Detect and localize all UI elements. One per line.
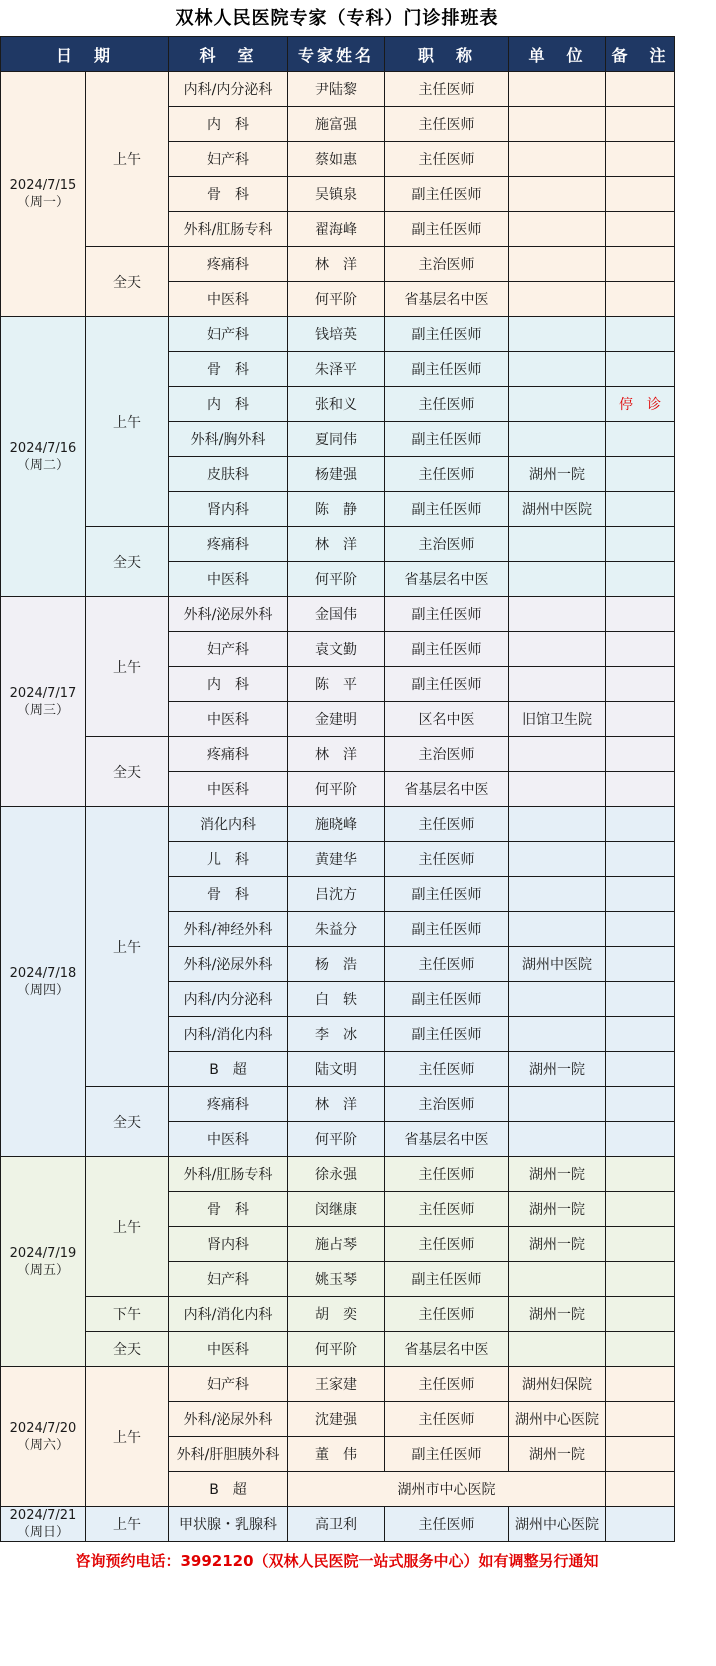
- header-dept: 科 室: [169, 37, 288, 72]
- expert-name-cell: 陈 静: [288, 492, 385, 527]
- expert-name-cell: 白 轶: [288, 982, 385, 1017]
- unit-cell: [509, 527, 606, 562]
- expert-name-cell: 吴镇泉: [288, 177, 385, 212]
- dept-cell: 骨 科: [169, 352, 288, 387]
- note-cell: [606, 1087, 675, 1122]
- period-cell: 上午: [86, 1367, 169, 1507]
- dept-cell: 外科/泌尿外科: [169, 947, 288, 982]
- title-cell: 主任医师: [385, 387, 509, 422]
- note-cell: [606, 877, 675, 912]
- weekday-value: （周四）: [16, 982, 69, 998]
- date-value: 2024/7/15: [9, 178, 77, 193]
- unit-cell: [509, 632, 606, 667]
- unit-cell: [509, 737, 606, 772]
- unit-cell: [509, 317, 606, 352]
- expert-name-cell: 钱培英: [288, 317, 385, 352]
- title-cell: 副主任医师: [385, 912, 509, 947]
- date-value: 2024/7/19: [9, 1245, 77, 1261]
- dept-cell: 骨 科: [169, 1192, 288, 1227]
- note-cell: 停 诊: [606, 387, 675, 422]
- table-row: [1, 1087, 675, 1122]
- note-cell: [606, 667, 675, 702]
- title-cell: 副主任医师: [385, 212, 509, 247]
- title-cell: 主治医师: [385, 737, 509, 772]
- title-cell: 副主任医师: [385, 177, 509, 212]
- expert-name-cell: 林 洋: [288, 527, 385, 562]
- title-cell: 主治医师: [385, 247, 509, 282]
- note-cell: [606, 457, 675, 492]
- dept-cell: 内 科: [169, 387, 288, 422]
- expert-name-cell: 翟海峰: [288, 212, 385, 247]
- note-cell: [606, 807, 675, 842]
- expert-name-cell: 金建明: [288, 702, 385, 737]
- dept-cell: 疼痛科: [169, 527, 288, 562]
- unit-cell: [509, 842, 606, 877]
- dept-cell: 妇产科: [169, 632, 288, 667]
- period-cell: 全天: [86, 247, 169, 317]
- note-cell: [606, 982, 675, 1017]
- note-cell: [606, 842, 675, 877]
- note-cell: [606, 317, 675, 352]
- expert-name-cell: 朱益分: [288, 912, 385, 947]
- title-cell: 主任医师: [385, 107, 509, 142]
- title-cell: 副主任医师: [385, 1017, 509, 1052]
- unit-cell: [509, 562, 606, 597]
- title-cell: 主任医师: [385, 1192, 509, 1227]
- date-cell: [1, 1367, 86, 1507]
- title-cell: 副主任医师: [385, 877, 509, 912]
- note-cell: [606, 1192, 675, 1227]
- expert-name-cell: 何平阶: [288, 772, 385, 807]
- unit-cell: 湖州一院: [509, 1297, 606, 1332]
- title-cell: 副主任医师: [385, 597, 509, 632]
- period-cell: 全天: [86, 737, 169, 807]
- expert-name-cell: 姚玉琴: [288, 1262, 385, 1297]
- table-row: [1, 527, 675, 562]
- title-cell: 主任医师: [385, 72, 509, 107]
- expert-name-cell: 蔡如惠: [288, 142, 385, 177]
- title-cell: 副主任医师: [385, 1262, 509, 1297]
- header-title: 职 称: [385, 37, 509, 72]
- note-cell: [606, 1157, 675, 1192]
- table-row: [1, 72, 675, 107]
- title-cell: 副主任医师: [385, 667, 509, 702]
- dept-cell: 骨 科: [169, 177, 288, 212]
- title-cell: 主任医师: [385, 1367, 509, 1402]
- expert-name-cell: 施占琴: [288, 1227, 385, 1262]
- note-cell: [606, 597, 675, 632]
- dept-cell: 甲状腺・乳腺科: [169, 1507, 288, 1542]
- date-cell: [1, 597, 86, 807]
- title-cell: 省基层名中医: [385, 282, 509, 317]
- unit-cell: 湖州一院: [509, 1227, 606, 1262]
- date-cell: [1, 317, 86, 597]
- unit-cell: 湖州中心医院: [509, 1402, 606, 1437]
- dept-cell: B 超: [169, 1052, 288, 1087]
- dept-cell: 肾内科: [169, 492, 288, 527]
- date-cell: [1, 72, 86, 317]
- unit-cell: [509, 912, 606, 947]
- unit-cell: 湖州一院: [509, 1192, 606, 1227]
- title-cell: 主治医师: [385, 1087, 509, 1122]
- note-cell: [606, 1367, 675, 1402]
- header-row: [1, 37, 675, 72]
- expert-name-cell: 杨建强: [288, 457, 385, 492]
- unit-cell: 旧馆卫生院: [509, 702, 606, 737]
- unit-cell: [509, 877, 606, 912]
- expert-name-cell: 陆文明: [288, 1052, 385, 1087]
- period-cell: 上午: [86, 1507, 169, 1542]
- table-row: [1, 1157, 675, 1192]
- unit-cell: [509, 142, 606, 177]
- note-cell: [606, 1437, 675, 1472]
- expert-name-cell: 林 洋: [288, 1087, 385, 1122]
- title-cell: 主任医师: [385, 1052, 509, 1087]
- title-cell: 副主任医师: [385, 632, 509, 667]
- table-row: [1, 1332, 675, 1367]
- dept-cell: 外科/胸外科: [169, 422, 288, 457]
- unit-cell: 湖州中医院: [509, 492, 606, 527]
- period-cell: 上午: [86, 317, 169, 527]
- table-row: [1, 1367, 675, 1402]
- expert-name-cell: 金国伟: [288, 597, 385, 632]
- date-cell: [1, 1507, 86, 1542]
- title-cell: 主任医师: [385, 1297, 509, 1332]
- page-title: 双林人民医院专家（专科）门诊排班表: [175, 8, 499, 29]
- dept-cell: 妇产科: [169, 142, 288, 177]
- note-cell: [606, 1227, 675, 1262]
- title-cell: 主任医师: [385, 457, 509, 492]
- note-cell: [606, 352, 675, 387]
- dept-cell: 中医科: [169, 282, 288, 317]
- unit-cell: 湖州中医院: [509, 947, 606, 982]
- unit-cell: [509, 177, 606, 212]
- unit-cell: [509, 422, 606, 457]
- period-cell: 全天: [86, 1332, 169, 1367]
- title-cell: 副主任医师: [385, 317, 509, 352]
- unit-cell: [509, 667, 606, 702]
- dept-cell: 外科/肛肠专科: [169, 212, 288, 247]
- note-cell: [606, 632, 675, 667]
- weekday-value: （周二）: [16, 457, 69, 473]
- dept-cell: 疼痛科: [169, 737, 288, 772]
- expert-name-cell: 何平阶: [288, 282, 385, 317]
- header-expert: 专家姓名: [288, 37, 385, 72]
- title-cell: 副主任医师: [385, 982, 509, 1017]
- note-cell: [606, 1472, 675, 1507]
- note-cell: [606, 1507, 675, 1542]
- expert-name-cell: 林 洋: [288, 247, 385, 282]
- date-value: 2024/7/20: [9, 1420, 77, 1436]
- note-cell: [606, 1332, 675, 1367]
- period-cell: 上午: [86, 72, 169, 247]
- title-cell: 区名中医: [385, 702, 509, 737]
- title-cell: 主治医师: [385, 527, 509, 562]
- expert-name-cell: 胡 奕: [288, 1297, 385, 1332]
- note-cell: [606, 562, 675, 597]
- note-cell: [606, 527, 675, 562]
- unit-cell: 湖州一院: [509, 1437, 606, 1472]
- footer-notice: 咨询预约电话：3992120（双林人民医院一站式服务中心）如有调整另行通知: [75, 1552, 599, 1570]
- title-cell: 省基层名中医: [385, 1332, 509, 1367]
- table-row: [1, 737, 675, 772]
- unit-cell: 湖州一院: [509, 1052, 606, 1087]
- expert-name-cell: 何平阶: [288, 1122, 385, 1157]
- unit-cell: [509, 352, 606, 387]
- date-value: 2024/7/18: [9, 965, 77, 981]
- title-cell: 主任医师: [385, 1507, 509, 1542]
- unit-cell: [509, 247, 606, 282]
- dept-cell: 中医科: [169, 702, 288, 737]
- expert-name-cell: 王家建: [288, 1367, 385, 1402]
- unit-cell: [509, 1332, 606, 1367]
- unit-cell: [509, 282, 606, 317]
- title-cell: 省基层名中医: [385, 772, 509, 807]
- title-cell: 主任医师: [385, 807, 509, 842]
- expert-name-cell: 李 冰: [288, 1017, 385, 1052]
- expert-name-cell: 杨 浩: [288, 947, 385, 982]
- merged-cell: 湖州市中心医院: [288, 1472, 606, 1507]
- weekday-value: （周日）: [16, 1525, 69, 1540]
- dept-cell: 妇产科: [169, 317, 288, 352]
- expert-name-cell: 施富强: [288, 107, 385, 142]
- note-cell: [606, 947, 675, 982]
- dept-cell: 中医科: [169, 1332, 288, 1367]
- period-cell: 上午: [86, 807, 169, 1087]
- note-cell: [606, 1297, 675, 1332]
- dept-cell: B 超: [169, 1472, 288, 1507]
- note-cell: [606, 142, 675, 177]
- date-cell: [1, 807, 86, 1157]
- expert-name-cell: 袁文勤: [288, 632, 385, 667]
- table-row: [1, 1297, 675, 1332]
- expert-name-cell: 林 洋: [288, 737, 385, 772]
- note-cell: [606, 737, 675, 772]
- title-cell: 主任医师: [385, 1227, 509, 1262]
- dept-cell: 疼痛科: [169, 1087, 288, 1122]
- dept-cell: 内 科: [169, 107, 288, 142]
- unit-cell: 湖州妇保院: [509, 1367, 606, 1402]
- weekday-value: （周六）: [16, 1437, 69, 1453]
- title-cell: 主任医师: [385, 1157, 509, 1192]
- unit-cell: [509, 1017, 606, 1052]
- dept-cell: 中医科: [169, 772, 288, 807]
- dept-cell: 外科/泌尿外科: [169, 597, 288, 632]
- expert-name-cell: 尹陆黎: [288, 72, 385, 107]
- note-cell: [606, 702, 675, 737]
- table-row: [1, 247, 675, 282]
- expert-name-cell: 徐永强: [288, 1157, 385, 1192]
- unit-cell: 湖州中心医院: [509, 1507, 606, 1542]
- dept-cell: 内科/消化内科: [169, 1017, 288, 1052]
- title-cell: 副主任医师: [385, 492, 509, 527]
- dept-cell: 肾内科: [169, 1227, 288, 1262]
- dept-cell: 内科/内分泌科: [169, 72, 288, 107]
- expert-name-cell: 施晓峰: [288, 807, 385, 842]
- weekday-value: （周五）: [16, 1262, 69, 1278]
- unit-cell: [509, 1262, 606, 1297]
- dept-cell: 皮肤科: [169, 457, 288, 492]
- unit-cell: [509, 982, 606, 1017]
- note-cell: [606, 1017, 675, 1052]
- expert-name-cell: 董 伟: [288, 1437, 385, 1472]
- title-cell: 主任医师: [385, 842, 509, 877]
- expert-name-cell: 黄建华: [288, 842, 385, 877]
- title-cell: 省基层名中医: [385, 1122, 509, 1157]
- dept-cell: 儿 科: [169, 842, 288, 877]
- period-cell: 上午: [86, 1157, 169, 1297]
- title-cell: 主任医师: [385, 1402, 509, 1437]
- dept-cell: 外科/肛肠专科: [169, 1157, 288, 1192]
- note-cell: [606, 422, 675, 457]
- period-cell: 全天: [86, 1087, 169, 1157]
- note-cell: [606, 177, 675, 212]
- unit-cell: 湖州一院: [509, 457, 606, 492]
- note-cell: [606, 212, 675, 247]
- note-cell: [606, 72, 675, 107]
- title-cell: 副主任医师: [385, 1437, 509, 1472]
- unit-cell: [509, 72, 606, 107]
- note-cell: [606, 247, 675, 282]
- expert-name-cell: 闵继康: [288, 1192, 385, 1227]
- table-row: [1, 317, 675, 352]
- title-cell: 副主任医师: [385, 352, 509, 387]
- unit-cell: [509, 1122, 606, 1157]
- dept-cell: 骨 科: [169, 877, 288, 912]
- dept-cell: 内 科: [169, 667, 288, 702]
- dept-cell: 外科/肝胆胰外科: [169, 1437, 288, 1472]
- expert-name-cell: 朱泽平: [288, 352, 385, 387]
- note-cell: [606, 1122, 675, 1157]
- dept-cell: 疼痛科: [169, 247, 288, 282]
- expert-name-cell: 张和义: [288, 387, 385, 422]
- dept-cell: 中医科: [169, 562, 288, 597]
- table-row: [1, 1507, 675, 1542]
- period-cell: 全天: [86, 527, 169, 597]
- expert-name-cell: 陈 平: [288, 667, 385, 702]
- period-cell: 下午: [86, 1297, 169, 1332]
- header-note: 备 注: [606, 37, 675, 72]
- unit-cell: [509, 597, 606, 632]
- schedule-body: [1, 72, 675, 1542]
- title-cell: 主任医师: [385, 947, 509, 982]
- header-unit: 单 位: [509, 37, 606, 72]
- note-cell: [606, 282, 675, 317]
- date-cell: [1, 1157, 86, 1367]
- unit-cell: [509, 107, 606, 142]
- unit-cell: [509, 772, 606, 807]
- dept-cell: 妇产科: [169, 1367, 288, 1402]
- note-cell: [606, 1262, 675, 1297]
- date-value: 2024/7/21: [9, 1508, 77, 1523]
- dept-cell: 消化内科: [169, 807, 288, 842]
- dept-cell: 妇产科: [169, 1262, 288, 1297]
- title-cell: 主任医师: [385, 142, 509, 177]
- unit-cell: 湖州一院: [509, 1157, 606, 1192]
- weekday-value: （周三）: [16, 702, 69, 718]
- title-cell: 副主任医师: [385, 422, 509, 457]
- date-value: 2024/7/16: [9, 440, 77, 456]
- note-cell: [606, 107, 675, 142]
- expert-name-cell: 何平阶: [288, 1332, 385, 1367]
- period-cell: 上午: [86, 597, 169, 737]
- unit-cell: [509, 1087, 606, 1122]
- weekday-value: （周一）: [16, 195, 69, 210]
- table-row: [1, 807, 675, 842]
- note-cell: [606, 1052, 675, 1087]
- unit-cell: [509, 807, 606, 842]
- dept-cell: 外科/神经外科: [169, 912, 288, 947]
- unit-cell: [509, 387, 606, 422]
- expert-name-cell: 沈建强: [288, 1402, 385, 1437]
- note-cell: [606, 1402, 675, 1437]
- expert-name-cell: 高卫利: [288, 1507, 385, 1542]
- expert-name-cell: 何平阶: [288, 562, 385, 597]
- dept-cell: 内科/消化内科: [169, 1297, 288, 1332]
- header-date: 日 期: [1, 37, 169, 72]
- note-cell: [606, 492, 675, 527]
- dept-cell: 外科/泌尿外科: [169, 1402, 288, 1437]
- expert-name-cell: 夏同伟: [288, 422, 385, 457]
- unit-cell: [509, 212, 606, 247]
- expert-name-cell: 吕沈方: [288, 877, 385, 912]
- schedule-table: [0, 36, 675, 1542]
- table-row: [1, 597, 675, 632]
- dept-cell: 中医科: [169, 1122, 288, 1157]
- note-cell: [606, 772, 675, 807]
- title-cell: 省基层名中医: [385, 562, 509, 597]
- dept-cell: 内科/内分泌科: [169, 982, 288, 1017]
- date-value: 2024/7/17: [9, 685, 77, 701]
- note-cell: [606, 912, 675, 947]
